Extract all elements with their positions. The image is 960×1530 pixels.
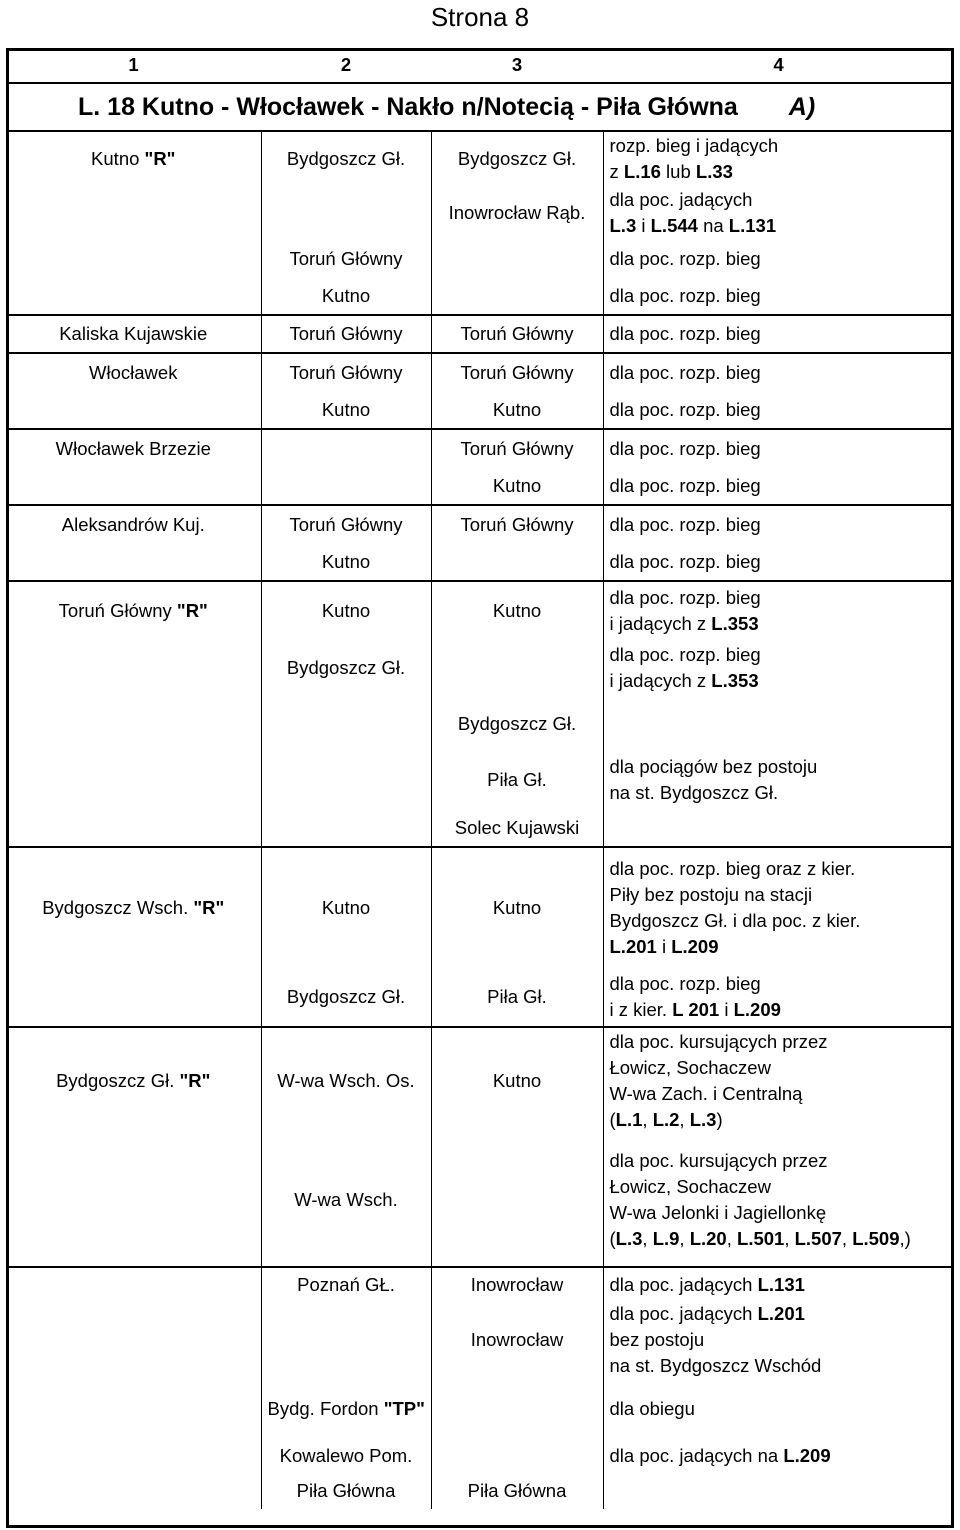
cell-col-3 — [431, 131, 603, 185]
cell-col-3 — [431, 1133, 603, 1267]
station-name: Piła Gł. — [487, 985, 547, 1007]
table-row — [6, 277, 954, 315]
station-name: Piła Główna — [296, 1480, 396, 1501]
station-name: Kutno — [321, 550, 371, 572]
cell-col-4 — [603, 809, 954, 847]
cell-col-4 — [603, 847, 954, 967]
station-name: Toruń Główny — [460, 361, 574, 383]
cell-col-2 — [261, 429, 431, 467]
note-line: na st. Bydgoszcz Gł. — [609, 782, 779, 803]
cell-col-2 — [261, 809, 431, 847]
cell-col-4 — [603, 1027, 954, 1133]
cell-col-4 — [603, 1267, 954, 1301]
station-name: Poznań GŁ. — [297, 1273, 395, 1295]
section-title: L. 18 Kutno - Włocławek - Nakło n/Notecią - Piła Główna — [78, 93, 738, 121]
note-line: dla poc. rozp. bieg — [609, 550, 761, 572]
station-name: Inowrocław Rąb. — [448, 202, 586, 223]
cell-col-4 — [603, 639, 954, 697]
note-line: dla poc. rozp. bieg — [609, 284, 761, 306]
cell-col-3 — [431, 847, 603, 967]
note-line: bez postoju — [609, 1329, 705, 1350]
station-name: Bydg. Fordon "TP" — [267, 1398, 425, 1419]
cell-col-3 — [431, 429, 603, 467]
cell-col-3 — [431, 185, 603, 241]
station-name: Piła Gł. — [487, 769, 547, 790]
station-name: Toruń Główny — [289, 513, 403, 535]
station-name: Piła Główna — [467, 1480, 567, 1501]
cell-col-3 — [431, 1267, 603, 1301]
station-name: Bydgoszcz Gł. — [286, 147, 406, 169]
station-name: Bydgoszcz Wsch. "R" — [42, 896, 225, 918]
table-row — [6, 1267, 954, 1301]
cell-col-1 — [6, 277, 261, 315]
col-header-2: 2 — [340, 54, 352, 75]
cell-col-4 — [603, 391, 954, 429]
station-name: Toruń Główny "R" — [58, 599, 208, 621]
note-line: Piły bez postoju na stacji — [609, 883, 813, 905]
cell-col-2 — [261, 1267, 431, 1301]
cell-col-2 — [261, 543, 431, 581]
cell-col-1 — [6, 639, 261, 697]
table-row — [6, 1133, 954, 1267]
cell-col-4 — [603, 429, 954, 467]
table-row — [6, 185, 954, 241]
note-line: W-wa Jelonki i Jagiellonkę — [609, 1201, 827, 1223]
note-line: Bydgoszcz Gł. i dla poc. z kier. — [609, 909, 861, 931]
cell-col-1 — [6, 353, 261, 391]
cell-col-1 — [6, 315, 261, 353]
cell-col-2 — [261, 1473, 431, 1509]
cell-col-4 — [603, 697, 954, 751]
page-title: Strona 8 — [430, 2, 530, 32]
station-name: Kutno — [321, 599, 371, 621]
table-row — [6, 639, 954, 697]
station-name: Toruń Główny — [289, 248, 403, 269]
cell-col-4 — [603, 1301, 954, 1379]
note-line: dla poc. rozp. bieg — [609, 323, 761, 344]
cell-col-1 — [6, 391, 261, 429]
table-row — [6, 315, 954, 353]
cell-col-2 — [261, 1439, 431, 1473]
station-name: Bydgoszcz Gł. "R" — [56, 1069, 211, 1091]
note-line: (L.3, L.9, L.20, L.501, L.507, L.509,) — [609, 1227, 911, 1249]
cell-col-2 — [261, 1027, 431, 1133]
table-row — [6, 1439, 954, 1473]
note-line: dla poc. rozp. bieg — [609, 474, 761, 496]
station-name: Toruń Główny — [460, 437, 574, 459]
cell-col-3 — [431, 1379, 603, 1439]
note-line: dla poc. rozp. bieg — [609, 972, 761, 994]
header-row — [6, 48, 954, 83]
note-line: dla poc. rozp. bieg — [609, 398, 761, 420]
section-title-row — [6, 83, 954, 131]
note-line: i z kier. L 201 i L.209 — [609, 998, 781, 1020]
note-line: i jadących z L.353 — [609, 612, 759, 634]
station-name: W-wa Wsch. Os. — [277, 1069, 415, 1091]
station-name: Aleksandrów Kuj. — [61, 513, 205, 535]
table-row — [6, 241, 954, 277]
station-name: Solec Kujawski — [454, 816, 580, 838]
cell-col-3 — [431, 505, 603, 543]
cell-col-3 — [431, 241, 603, 277]
cell-col-4 — [603, 1379, 954, 1439]
note-line: dla poc. rozp. bieg — [609, 586, 761, 608]
table-row — [6, 505, 954, 543]
note-line: dla poc. kursujących przez — [609, 1030, 828, 1052]
note-line: dla poc. kursujących przez — [609, 1149, 828, 1171]
table-row — [6, 1379, 954, 1439]
cell-col-4 — [603, 1473, 954, 1509]
cell-col-1 — [6, 967, 261, 1027]
note-line: dla poc. rozp. bieg — [609, 361, 761, 383]
table-row — [6, 353, 954, 391]
cell-col-3 — [431, 697, 603, 751]
station-name: Inowrocław — [470, 1273, 564, 1295]
table-row — [6, 391, 954, 429]
note-line: dla pociągów bez postoju — [609, 756, 818, 777]
station-name: Kutno — [492, 896, 542, 918]
cell-col-1 — [6, 185, 261, 241]
table-row — [6, 809, 954, 847]
cell-col-2 — [261, 751, 431, 809]
station-name: Kowalewo Pom. — [279, 1445, 413, 1466]
cell-col-4 — [603, 1439, 954, 1473]
cell-col-2 — [261, 241, 431, 277]
cell-col-4 — [603, 751, 954, 809]
cell-col-1 — [6, 581, 261, 639]
cell-col-1 — [6, 697, 261, 751]
station-name: Toruń Główny — [289, 361, 403, 383]
table-row — [6, 847, 954, 967]
cell-col-2 — [261, 353, 431, 391]
station-name: Toruń Główny — [460, 513, 574, 535]
cell-col-1 — [6, 809, 261, 847]
table-row — [6, 1301, 954, 1379]
station-name: Kutno "R" — [91, 147, 176, 169]
cell-col-1 — [6, 131, 261, 185]
table-row — [6, 1473, 954, 1509]
cell-col-2 — [261, 639, 431, 697]
cell-col-2 — [261, 1379, 431, 1439]
table-row — [6, 429, 954, 467]
note-line: i jadących z L.353 — [609, 670, 759, 691]
cell-col-4 — [603, 1133, 954, 1267]
note-line: dla poc. jadących L.201 — [609, 1303, 805, 1324]
cell-col-3 — [431, 543, 603, 581]
cell-col-3 — [431, 1439, 603, 1473]
note-line: dla poc. rozp. bieg oraz z kier. — [609, 857, 856, 879]
cell-col-2 — [261, 1301, 431, 1379]
cell-col-3 — [431, 1473, 603, 1509]
cell-col-2 — [261, 1133, 431, 1267]
cell-col-1 — [6, 1473, 261, 1509]
station-name: Kutno — [492, 1069, 542, 1091]
station-name: W-wa Wsch. — [294, 1188, 398, 1210]
station-name: Toruń Główny — [460, 323, 574, 344]
cell-col-2 — [261, 315, 431, 353]
note-line: dla poc. jadących L.131 — [609, 1273, 805, 1295]
table-row — [6, 581, 954, 639]
cell-col-1 — [6, 1133, 261, 1267]
table-row — [6, 697, 954, 751]
note-line: dla obiegu — [609, 1398, 695, 1419]
station-name: Włocławek Brzezie — [55, 437, 211, 459]
station-name: Kutno — [492, 398, 542, 420]
cell-col-3 — [431, 315, 603, 353]
note-line: na st. Bydgoszcz Wschód — [609, 1355, 822, 1376]
station-name: Włocławek — [89, 361, 178, 383]
cell-col-3 — [431, 353, 603, 391]
section-suffix: A) — [788, 93, 816, 121]
cell-col-3 — [431, 1027, 603, 1133]
note-line: dla poc. rozp. bieg — [609, 644, 761, 665]
cell-col-4 — [603, 467, 954, 505]
cell-col-3 — [431, 391, 603, 429]
cell-col-2 — [261, 277, 431, 315]
note-line: z L.16 lub L.33 — [609, 160, 733, 182]
table-row — [6, 543, 954, 581]
note-line: dla poc. rozp. bieg — [609, 248, 761, 269]
cell-col-4 — [603, 277, 954, 315]
cell-col-2 — [261, 131, 431, 185]
station-name: Kutno — [321, 896, 371, 918]
cell-col-2 — [261, 185, 431, 241]
table-row — [6, 967, 954, 1027]
cell-col-4 — [603, 543, 954, 581]
cell-col-4 — [603, 581, 954, 639]
col-header-4: 4 — [773, 54, 784, 75]
cell-col-2 — [261, 505, 431, 543]
station-name: Bydgoszcz Gł. — [457, 713, 577, 734]
note-line: W-wa Zach. i Centralną — [609, 1082, 803, 1104]
note-line: dla poc. jadących — [609, 189, 753, 210]
cell-col-4 — [603, 241, 954, 277]
cell-col-4 — [603, 315, 954, 353]
station-name: Kutno — [321, 398, 371, 420]
note-line: L.201 i L.209 — [609, 935, 719, 957]
cell-col-1 — [6, 543, 261, 581]
station-name: Toruń Główny — [289, 323, 403, 344]
cell-col-3 — [431, 581, 603, 639]
station-name: Bydgoszcz Gł. — [286, 657, 406, 678]
note-line: Łowicz, Sochaczew — [609, 1056, 771, 1078]
col-header-3: 3 — [511, 54, 523, 75]
cell-col-2 — [261, 847, 431, 967]
cell-col-2 — [261, 967, 431, 1027]
note-line: dla poc. jadących na L.209 — [609, 1445, 831, 1466]
cell-col-1 — [6, 1267, 261, 1301]
cell-col-1 — [6, 1439, 261, 1473]
cell-col-4 — [603, 185, 954, 241]
cell-col-3 — [431, 751, 603, 809]
station-name: Inowrocław — [470, 1329, 564, 1350]
cell-col-2 — [261, 467, 431, 505]
cell-col-3 — [431, 639, 603, 697]
note-line: Łowicz, Sochaczew — [609, 1175, 771, 1197]
note-line: dla poc. rozp. bieg — [609, 437, 761, 459]
table-row — [6, 1027, 954, 1133]
table-row — [6, 467, 954, 505]
station-name: Bydgoszcz Gł. — [457, 147, 577, 169]
cell-col-1 — [6, 241, 261, 277]
cell-col-3 — [431, 809, 603, 847]
note-line: rozp. bieg i jadących — [609, 134, 779, 156]
station-name: Kutno — [321, 284, 371, 306]
cell-col-1 — [6, 467, 261, 505]
cell-col-4 — [603, 967, 954, 1027]
cell-col-4 — [603, 505, 954, 543]
cell-col-4 — [603, 353, 954, 391]
station-name: Kaliska Kujawskie — [59, 323, 208, 344]
note-line: dla poc. rozp. bieg — [609, 513, 761, 535]
table-row — [6, 131, 954, 185]
cell-col-1 — [6, 1301, 261, 1379]
cell-col-2 — [261, 581, 431, 639]
cell-col-1 — [6, 1027, 261, 1133]
cell-col-2 — [261, 697, 431, 751]
col-header-1: 1 — [128, 54, 139, 75]
cell-col-1 — [6, 847, 261, 967]
cell-col-1 — [6, 751, 261, 809]
station-name: Bydgoszcz Gł. — [286, 985, 406, 1007]
cell-col-3 — [431, 277, 603, 315]
cell-col-3 — [431, 967, 603, 1027]
cell-col-2 — [261, 391, 431, 429]
table-row — [6, 751, 954, 809]
station-name: Kutno — [492, 599, 542, 621]
cell-col-1 — [6, 505, 261, 543]
station-name: Kutno — [492, 474, 542, 496]
cell-col-4 — [603, 131, 954, 185]
route-table — [6, 48, 954, 1509]
note-line: L.3 i L.544 na L.131 — [609, 215, 777, 236]
cell-col-1 — [6, 429, 261, 467]
note-line: (L.1, L.2, L.3) — [609, 1108, 723, 1130]
cell-col-3 — [431, 467, 603, 505]
cell-col-1 — [6, 1379, 261, 1439]
cell-col-3 — [431, 1301, 603, 1379]
